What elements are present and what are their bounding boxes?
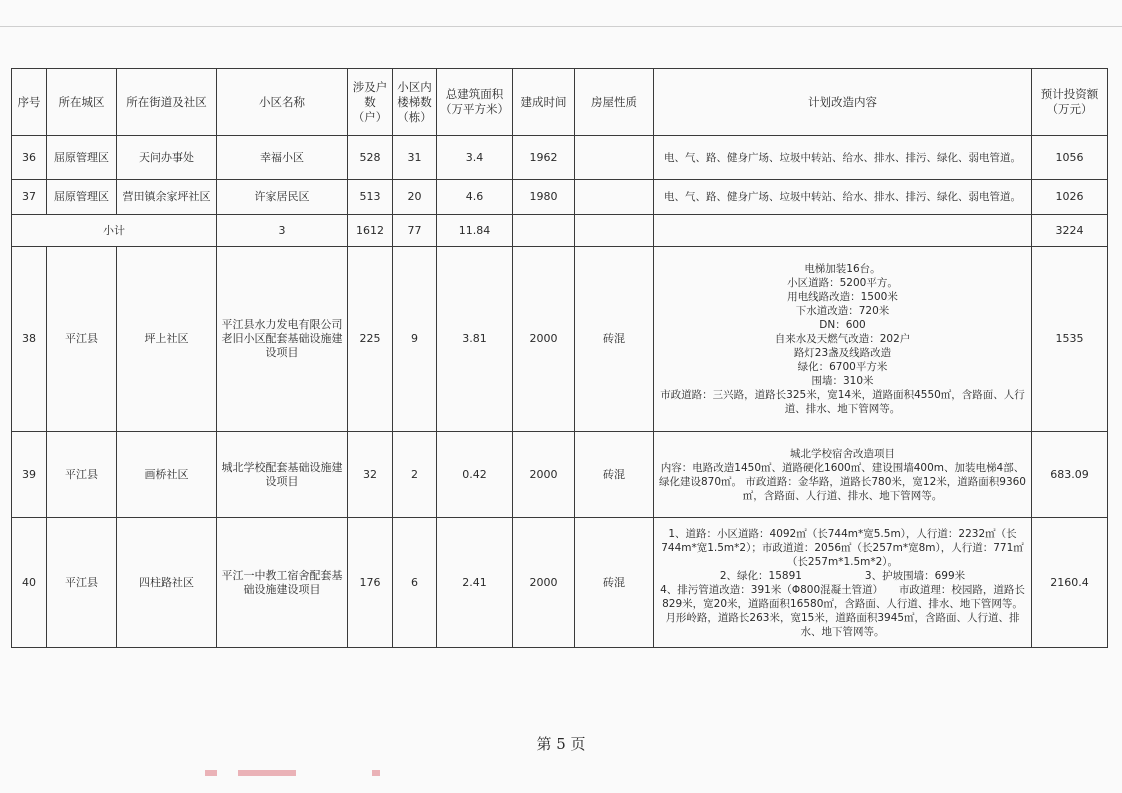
renovation-table xyxy=(11,68,1108,648)
cell-households: 225 xyxy=(348,247,393,432)
header-year: 建成时间 xyxy=(513,69,575,136)
top-rule xyxy=(0,26,1122,27)
cell-plan: 电梯加装16台。 小区道路：5200平方。 用电线路改造：1500米 下水道改造：720米 DN：600 自来水及天燃气改造：202户 路灯23盏及线路改造 绿化：6700平方米 围墙：310米 市政道路：三兴路，道路长325米，宽14米，道路面积4550㎡，含路面、人行道、排水、地下管网等。 xyxy=(654,247,1032,432)
cell-buildings: 31 xyxy=(393,136,437,180)
header-street: 所在街道及社区 xyxy=(117,69,217,136)
subtotal-plan xyxy=(654,215,1032,247)
cell-no: 40 xyxy=(12,518,47,648)
cell-plan: 城北学校宿舍改造项目 内容：电路改造1450㎡、道路硬化1600㎡、建设围墙400m、加装电梯4部、绿化建设870㎡。 市政道路：金华路，道路长780米，宽12米，道路面积9360㎡，含路面、人行道、排水、地下管网等。 xyxy=(654,432,1032,518)
cell-area: 3.4 xyxy=(437,136,513,180)
cell-year: 2000 xyxy=(513,518,575,648)
subtotal-buildings: 77 xyxy=(393,215,437,247)
cell-year: 1962 xyxy=(513,136,575,180)
cell-district: 屈原管理区 xyxy=(47,136,117,180)
subtotal-label: 小计 xyxy=(12,215,217,247)
cell-name: 平江一中教工宿舍配套基础设施建设项目 xyxy=(217,518,348,648)
cell-buildings: 9 xyxy=(393,247,437,432)
cell-area: 0.42 xyxy=(437,432,513,518)
cell-district: 平江县 xyxy=(47,432,117,518)
cell-nature: 砖混 xyxy=(575,518,654,648)
cell-invest: 1535 xyxy=(1032,247,1108,432)
cell-nature xyxy=(575,180,654,215)
page-number: 第 5 页 xyxy=(536,735,586,753)
cell-district: 平江县 xyxy=(47,518,117,648)
cell-nature xyxy=(575,136,654,180)
cell-name: 城北学校配套基础设施建设项目 xyxy=(217,432,348,518)
cell-households: 32 xyxy=(348,432,393,518)
cell-no: 38 xyxy=(12,247,47,432)
table-row xyxy=(12,518,1108,648)
cell-year: 2000 xyxy=(513,247,575,432)
cell-no: 36 xyxy=(12,136,47,180)
cell-invest: 1056 xyxy=(1032,136,1108,180)
subtotal-count: 3 xyxy=(217,215,348,247)
cell-area: 4.6 xyxy=(437,180,513,215)
cell-invest: 683.09 xyxy=(1032,432,1108,518)
header-area: 总建筑面积（万平方米） xyxy=(437,69,513,136)
cell-area: 2.41 xyxy=(437,518,513,648)
cell-nature: 砖混 xyxy=(575,247,654,432)
header-nature: 房屋性质 xyxy=(575,69,654,136)
header-district: 所在城区 xyxy=(47,69,117,136)
cell-area: 3.81 xyxy=(437,247,513,432)
cell-year: 2000 xyxy=(513,432,575,518)
stamp-mark xyxy=(238,770,296,776)
header-plan: 计划改造内容 xyxy=(654,69,1032,136)
subtotal-invest: 3224 xyxy=(1032,215,1108,247)
cell-invest: 1026 xyxy=(1032,180,1108,215)
cell-households: 513 xyxy=(348,180,393,215)
cell-name: 平江县水力发电有限公司老旧小区配套基础设施建设项目 xyxy=(217,247,348,432)
header-name: 小区名称 xyxy=(217,69,348,136)
cell-households: 528 xyxy=(348,136,393,180)
header-households: 涉及户数（户） xyxy=(348,69,393,136)
cell-no: 39 xyxy=(12,432,47,518)
header-no: 序号 xyxy=(12,69,47,136)
subtotal-year xyxy=(513,215,575,247)
table-row xyxy=(12,180,1108,215)
cell-name: 许家居民区 xyxy=(217,180,348,215)
subtotal-households: 1612 xyxy=(348,215,393,247)
table-row xyxy=(12,136,1108,180)
cell-plan: 电、气、路、健身广场、垃圾中转站、给水、排水、排污、绿化、弱电管道。 xyxy=(654,180,1032,215)
cell-name: 幸福小区 xyxy=(217,136,348,180)
cell-buildings: 20 xyxy=(393,180,437,215)
cell-no: 37 xyxy=(12,180,47,215)
cell-invest: 2160.4 xyxy=(1032,518,1108,648)
cell-nature: 砖混 xyxy=(575,432,654,518)
cell-households: 176 xyxy=(348,518,393,648)
subtotal-row xyxy=(12,215,1108,247)
table-header-row xyxy=(12,69,1108,136)
cell-street: 营田镇余家坪社区 xyxy=(117,180,217,215)
stamp-mark xyxy=(205,770,217,776)
stamp-mark xyxy=(372,770,380,776)
subtotal-nature xyxy=(575,215,654,247)
cell-district: 屈原管理区 xyxy=(47,180,117,215)
cell-plan: 电、气、路、健身广场、垃圾中转站、给水、排水、排污、绿化、弱电管道。 xyxy=(654,136,1032,180)
cell-plan: 1、道路：小区道路：4092㎡（长744m*宽5.5m），人行道：2232㎡（长744m*宽1.5m*2）；市政道道：2056㎡（长257m*宽8m），人行道：771㎡（长257m*1.5m*2）。 2、绿化：15891 3、护坡围墙：699米 4、排污管道改造：391米（Φ800混凝土管道） 市政道理：校园路，道路长829米，宽20米，道路面积16580㎡，含路面、人行道、排水、地下管网等。月形岭路，道路长263米，宽15米，道路面积3945㎡，含路面、人行道、排水、地下管网等。 xyxy=(654,518,1032,648)
header-invest: 预计投资额（万元） xyxy=(1032,69,1108,136)
subtotal-area: 11.84 xyxy=(437,215,513,247)
cell-buildings: 6 xyxy=(393,518,437,648)
cell-street: 画桥社区 xyxy=(117,432,217,518)
table-row xyxy=(12,247,1108,432)
cell-district: 平江县 xyxy=(47,247,117,432)
cell-street: 坪上社区 xyxy=(117,247,217,432)
table-row xyxy=(12,432,1108,518)
cell-street: 四柱路社区 xyxy=(117,518,217,648)
header-buildings: 小区内楼梯数（栋） xyxy=(393,69,437,136)
cell-street: 天问办事处 xyxy=(117,136,217,180)
cell-year: 1980 xyxy=(513,180,575,215)
cell-buildings: 2 xyxy=(393,432,437,518)
